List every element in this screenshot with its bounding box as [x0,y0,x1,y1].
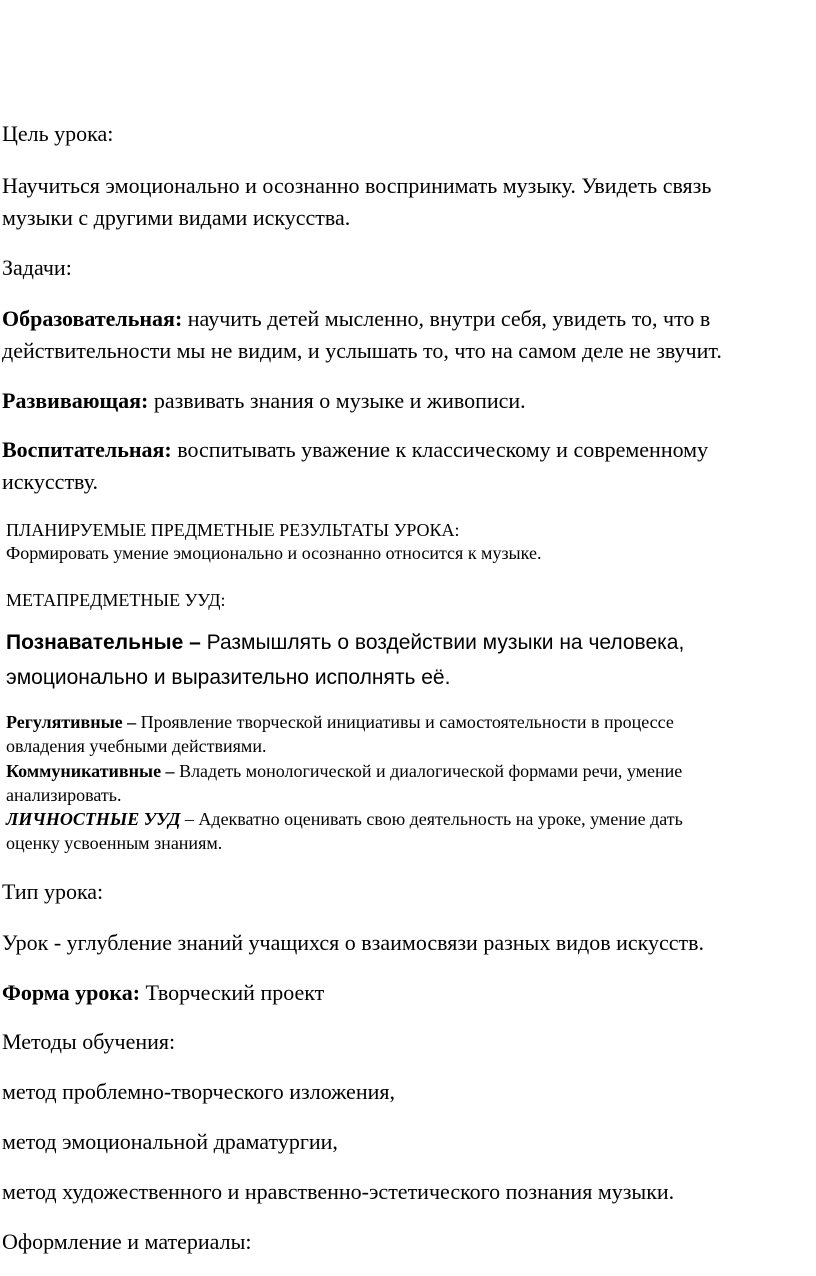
goal-heading: Цель урока: [2,121,114,146]
upbringing-text-2: искусству. [2,469,98,494]
goal-line-1: Научиться эмоционально и осознанно воспринимать музыку. Увидеть связь [2,173,712,198]
meta-heading: МЕТАПРЕДМЕТНЫЕ УУД: [6,590,226,610]
regulatory-uud [6,710,674,734]
upbringing-text-1: воспитывать уважение к классическому и современному [171,437,709,462]
regulatory-text-2: овладения учебными действиями. [6,736,267,756]
lesson-form [2,976,324,1009]
lesson-form-label: Форма урока: [2,980,141,1005]
planned-text: Формировать умение эмоционально и осознанно относится к музыке. [6,543,542,563]
developing-label: Развивающая: [2,388,149,413]
materials-heading: Оформление и материалы: [2,1229,252,1254]
cognitive-uud [6,627,684,658]
communicative-text-1: Владеть монологической и диалогической формами речи, умение [174,761,683,781]
cognitive-label: Познавательные – [6,631,201,654]
cognitive-text-2: эмоционально и выразительно исполнять её. [6,666,451,689]
personal-label: ЛИЧНОСТНЫЕ УУД [6,809,181,829]
planned-heading: ПЛАНИРУЕМЫЕ ПРЕДМЕТНЫЕ РЕЗУЛЬТАТЫ УРОКА: [6,520,460,540]
method-item: метод эмоциональной драматургии, [2,1129,338,1154]
lesson-form-text: Творческий проект [140,980,325,1005]
communicative-text-2: анализировать. [6,785,122,805]
regulatory-text-1: Проявление творческой инициативы и самостоятельности в процессе [136,712,674,732]
methods-heading: Методы обучения: [2,1029,176,1054]
lesson-type-heading: Тип урока: [2,879,104,904]
upbringing-task [2,433,708,466]
educational-label: Образовательная: [2,306,183,331]
communicative-uud [6,759,682,783]
method-item: метод художественного и нравственно-эстетического познания музыки. [2,1179,675,1204]
personal-text-2: оценку усвоенным знаниям. [6,833,223,853]
communicative-label: Коммуникативные – [6,761,175,781]
educational-text-1: научить детей мысленно, внутри себя, увидеть то, что в [182,306,711,331]
tasks-heading: Задачи: [2,255,72,280]
educational-task [2,302,710,335]
educational-text-2: действительности мы не видим, и услышать то, что на самом деле не звучит. [2,338,722,363]
regulatory-label: Регулятивные – [6,712,137,732]
upbringing-label: Воспитательная: [2,437,172,462]
lesson-type-text: Урок - углубление знаний учащихся о взаимосвязи разных видов искусств. [2,930,705,955]
personal-text-1: – Адекватно оценивать свою деятельность на уроке, умение дать [180,809,683,829]
developing-task [2,384,526,417]
method-item: метод проблемно-творческого изложения, [2,1079,395,1104]
personal-uud [6,807,683,831]
goal-line-2: музыки с другими видами искусства. [2,205,351,230]
cognitive-text-1: Размышлять о воздействии музыки на человека, [200,631,685,654]
developing-text: развивать знания о музыке и живописи. [148,388,526,413]
